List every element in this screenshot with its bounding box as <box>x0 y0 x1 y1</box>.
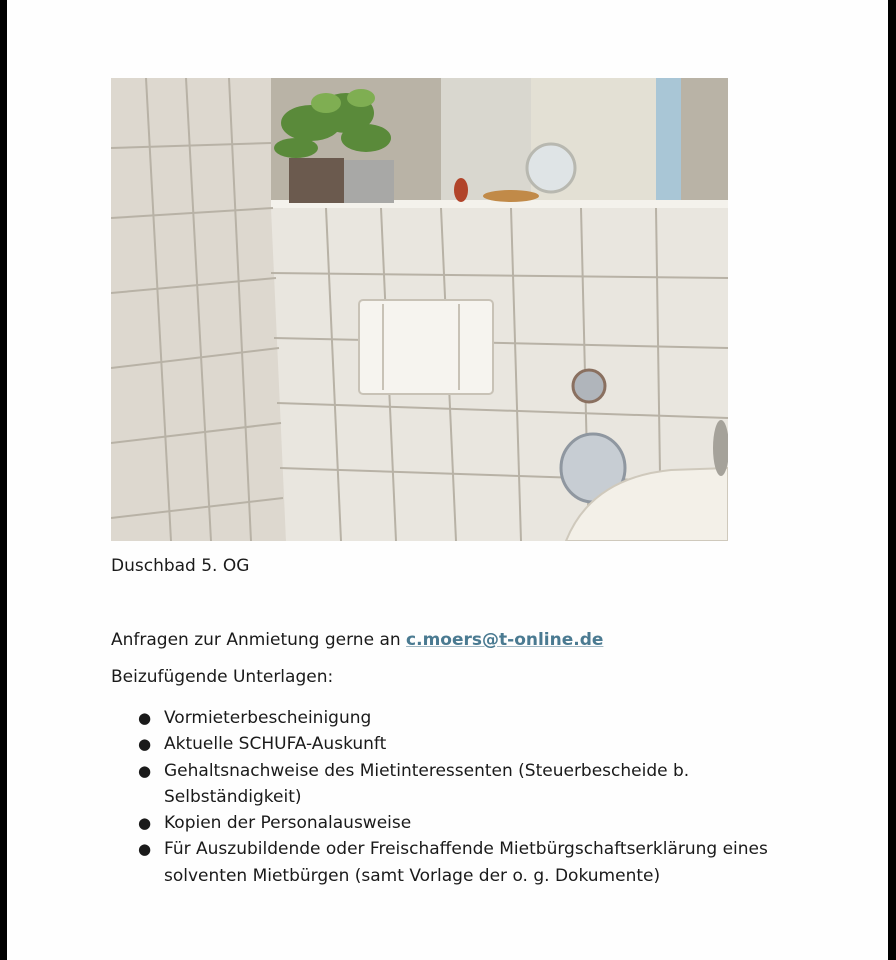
bullet-icon: ● <box>138 761 152 780</box>
list-item-text: Gehaltsnachweise des Mietinteressenten (Steuerbescheide b. Selbständigkeit) <box>164 760 690 807</box>
list-item <box>111 836 811 889</box>
photo-caption: Duschbad 5. OG <box>111 556 250 576</box>
bathroom-photo <box>111 78 728 541</box>
rental-inquiry-line <box>111 630 603 650</box>
list-item-text: Aktuelle SCHUFA-Auskunft <box>164 734 387 755</box>
bullet-icon: ● <box>138 735 152 754</box>
email-link[interactable]: c.moers@t-online.de <box>406 630 604 650</box>
list-item <box>111 810 811 836</box>
list-item <box>111 705 811 731</box>
bullet-icon: ● <box>138 709 152 727</box>
list-item <box>111 731 811 757</box>
documents-list <box>111 705 811 889</box>
documents-heading: Beizufügende Unterlagen: <box>111 667 334 687</box>
rental-inquiry-text: Anfragen zur Anmietung gerne an <box>111 630 407 650</box>
list-item <box>111 758 811 811</box>
list-item-text: Vormieterbescheinigung <box>164 708 372 728</box>
document-page <box>7 0 888 960</box>
bullet-icon: ● <box>138 840 152 859</box>
bullet-icon: ● <box>138 814 152 833</box>
list-item-text: Für Auszubildende oder Freischaffende Mietbürgschaftserklärung eines solventen Mietbürgen (samt Vorlage der o. g. Dokumente) <box>164 839 768 886</box>
list-item-text: Kopien der Personalausweise <box>164 813 412 834</box>
